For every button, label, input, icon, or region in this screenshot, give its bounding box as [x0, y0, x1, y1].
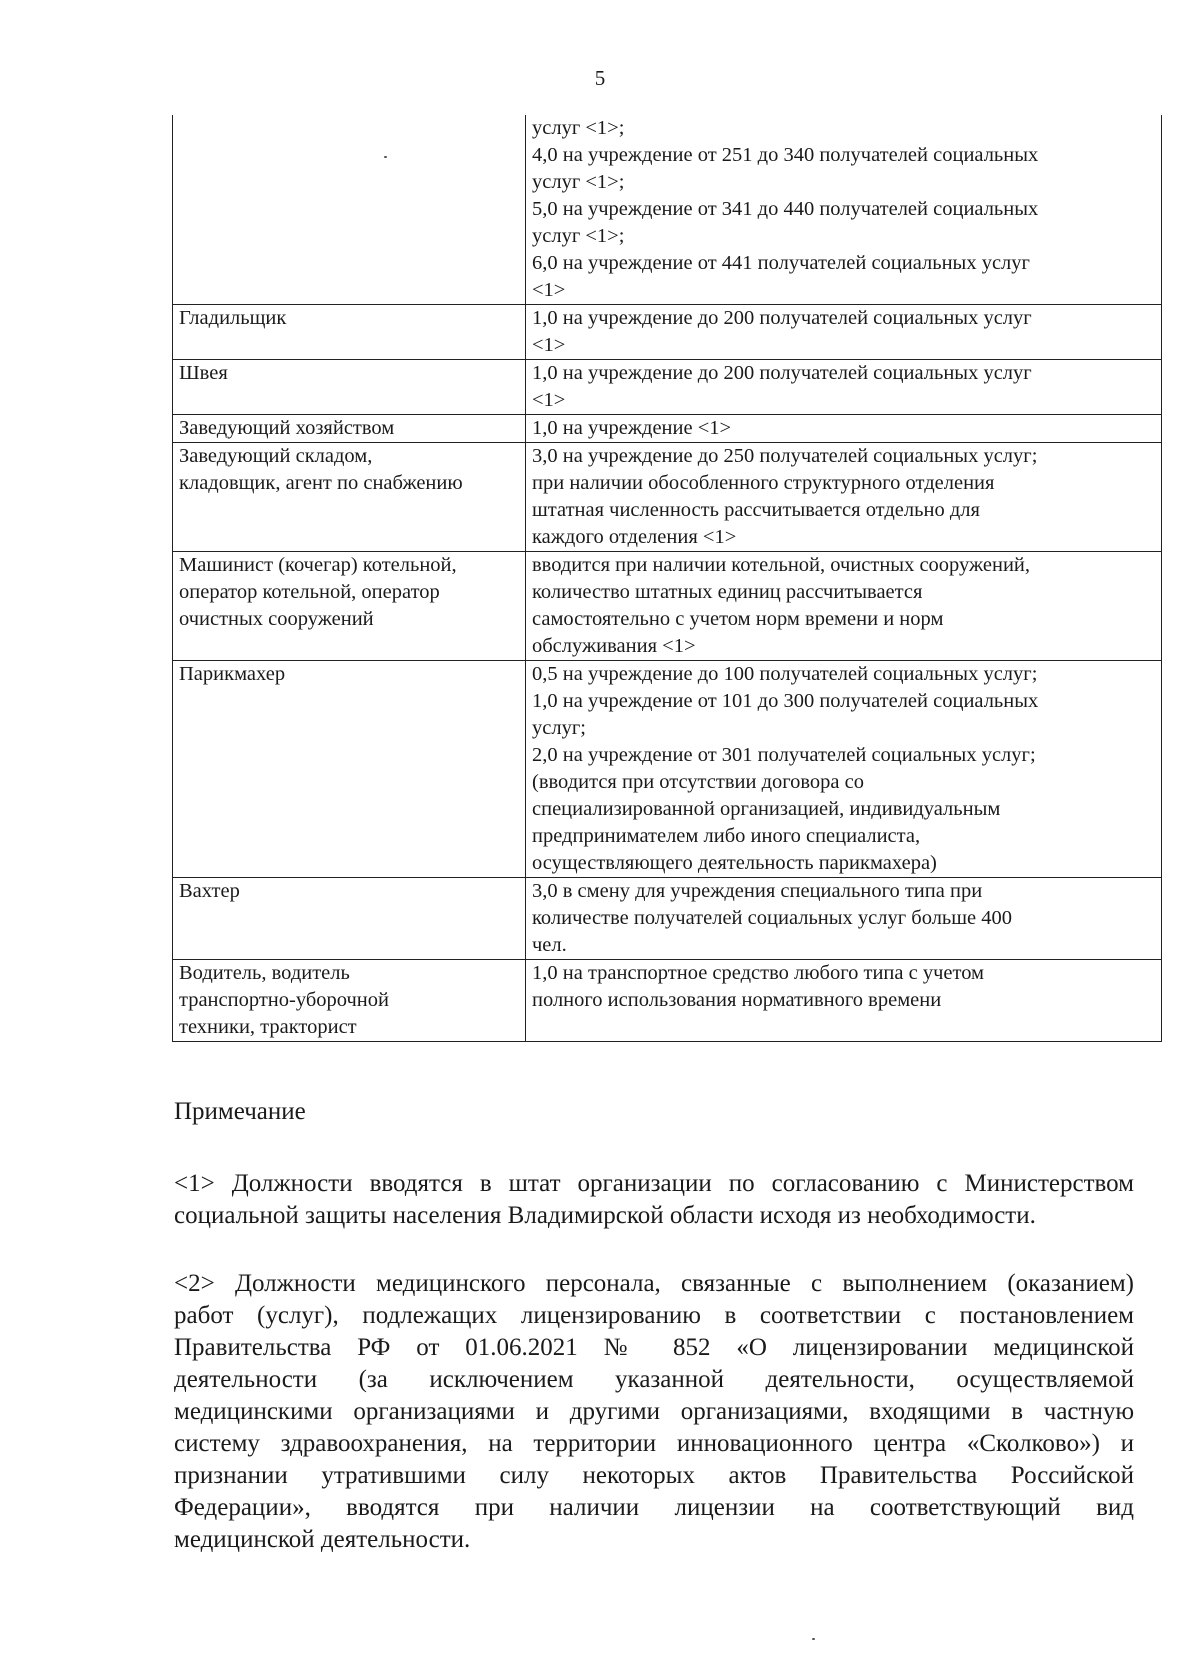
norm-cell: [526, 360, 1162, 415]
norm-text: услуг <1>;: [532, 171, 625, 193]
position-cell: [173, 552, 526, 661]
norm-text: <1>: [532, 389, 566, 411]
position-cell: [173, 661, 526, 878]
table-row: [173, 960, 1162, 1042]
page-number: 5: [594, 66, 606, 90]
norm-text: 4,0 на учреждение от 251 до 340 получателей социальных: [532, 144, 1039, 166]
note-1: [174, 1168, 1134, 1232]
note-1-line: социальной защиты населения Владимирской области исходя из необходимости.: [174, 1202, 1036, 1229]
norm-text: чел.: [532, 934, 567, 956]
norm-text: 1,0 на транспортное средство любого типа с учетом: [532, 962, 985, 984]
norm-text: услуг <1>;: [532, 117, 625, 139]
position-text: Гладильщик: [179, 307, 287, 329]
table-row: [173, 878, 1162, 960]
notes-title: Примечание: [174, 1098, 306, 1125]
norm-text: обслуживания <1>: [532, 635, 696, 657]
table-row: [173, 305, 1162, 360]
staffing-norms-table: [172, 115, 1162, 1042]
norm-cell: [526, 443, 1162, 552]
norm-cell: [526, 115, 1162, 305]
notes-section: [174, 1096, 1134, 1592]
norm-text: 3,0 в смену для учреждения специального типа при: [532, 880, 983, 902]
note-2-line: признании утратившими силу некоторых актов Правительства Российской: [174, 1462, 1134, 1489]
position-text: Вахтер: [179, 880, 240, 902]
norm-cell: [526, 878, 1162, 960]
norm-text: 0,5 на учреждение до 100 получателей социальных услуг;: [532, 663, 1038, 685]
position-text: Парикмахер: [179, 663, 286, 685]
table-row: [173, 661, 1162, 878]
norm-text: 1,0 на учреждение до 200 получателей социальных услуг: [532, 307, 1032, 329]
position-text: Машинист (кочегар) котельной,: [179, 554, 457, 576]
norm-text: услуг;: [532, 717, 586, 739]
note-2-line: медицинской деятельности.: [174, 1526, 471, 1553]
position-cell: [173, 415, 526, 443]
table-row: [173, 360, 1162, 415]
position-text: Водитель, водитель: [179, 962, 350, 984]
position-text: техники, тракторист: [179, 1016, 357, 1038]
position-text: транспортно-уборочной: [179, 989, 389, 1011]
note-2: [174, 1268, 1134, 1556]
norm-text: самостоятельно с учетом норм времени и норм: [532, 608, 944, 630]
norm-text: при наличии обособленного структурного отделения: [532, 472, 995, 494]
norm-text: 6,0 на учреждение от 441 получателей социальных услуг: [532, 252, 1030, 274]
position-cell: [173, 360, 526, 415]
norm-text: (вводится при отсутствии договора со: [532, 771, 865, 793]
norm-cell: [526, 960, 1162, 1042]
norm-text: количество штатных единиц рассчитывается: [532, 581, 923, 603]
note-2-line: Федерации», вводятся при наличии лицензии на соответствующий вид: [174, 1494, 1134, 1521]
position-cell: [173, 115, 526, 305]
norm-text: предпринимателем либо иного специалиста,: [532, 825, 921, 847]
table-row: [173, 443, 1162, 552]
scan-speck: [812, 1638, 815, 1640]
position-text: Швея: [179, 362, 228, 384]
norm-text: 3,0 на учреждение до 250 получателей социальных услуг;: [532, 445, 1038, 467]
norm-text: осуществляющего деятельность парикмахера): [532, 852, 937, 874]
table-row: [173, 552, 1162, 661]
norm-text: специализированной организацией, индивидуальным: [532, 798, 1001, 820]
note-2-line: деятельности (за исключением указанной деятельности, осуществляемой: [174, 1366, 1134, 1393]
position-text: Заведующий хозяйством: [179, 417, 395, 439]
note-2-line: Правительства РФ от 01.06.2021 № 852 «О лицензировании медицинской: [174, 1334, 1134, 1361]
position-cell: [173, 443, 526, 552]
norm-text: 1,0 на учреждение до 200 получателей социальных услуг: [532, 362, 1032, 384]
position-cell: [173, 305, 526, 360]
norm-text: 1,0 на учреждение <1>: [532, 417, 732, 439]
norm-text: <1>: [532, 279, 566, 301]
note-2-line: медицинскими организациями и другими организациями, входящими в частную: [174, 1398, 1134, 1425]
position-text: оператор котельной, оператор: [179, 581, 440, 603]
norm-text: каждого отделения <1>: [532, 526, 737, 548]
norm-cell: [526, 415, 1162, 443]
norm-text: услуг <1>;: [532, 225, 625, 247]
norm-cell: [526, 552, 1162, 661]
norm-text: полного использования нормативного времени: [532, 989, 942, 1011]
note-1-line: <1> Должности вводятся в штат организации по согласованию с Министерством: [174, 1170, 1134, 1197]
table-row: [173, 115, 1162, 305]
position-text: очистных сооружений: [179, 608, 374, 630]
note-2-line: работ (услуг), подлежащих лицензированию в соответствии с постановлением: [174, 1302, 1134, 1329]
position-cell: [173, 878, 526, 960]
norm-text: штатная численность рассчитывается отдельно для: [532, 499, 980, 521]
norm-text: количестве получателей социальных услуг больше 400: [532, 907, 1013, 929]
norm-cell: [526, 661, 1162, 878]
norm-text: 1,0 на учреждение от 101 до 300 получателей социальных: [532, 690, 1039, 712]
position-cell: [173, 960, 526, 1042]
position-text: Заведующий складом,: [179, 445, 373, 467]
norm-text: 2,0 на учреждение от 301 получателей социальных услуг;: [532, 744, 1036, 766]
norm-text: <1>: [532, 334, 566, 356]
note-2-line: систему здравоохранения, на территории инновационного центра «Сколково») и: [174, 1430, 1134, 1457]
table-row: [173, 415, 1162, 443]
norm-text: вводится при наличии котельной, очистных сооружений,: [532, 554, 1031, 576]
norm-text: 5,0 на учреждение от 341 до 440 получателей социальных: [532, 198, 1039, 220]
norm-cell: [526, 305, 1162, 360]
note-2-line: <2> Должности медицинского персонала, связанные с выполнением (оказанием): [174, 1270, 1134, 1297]
position-text: кладовщик, агент по снабжению: [179, 472, 463, 494]
